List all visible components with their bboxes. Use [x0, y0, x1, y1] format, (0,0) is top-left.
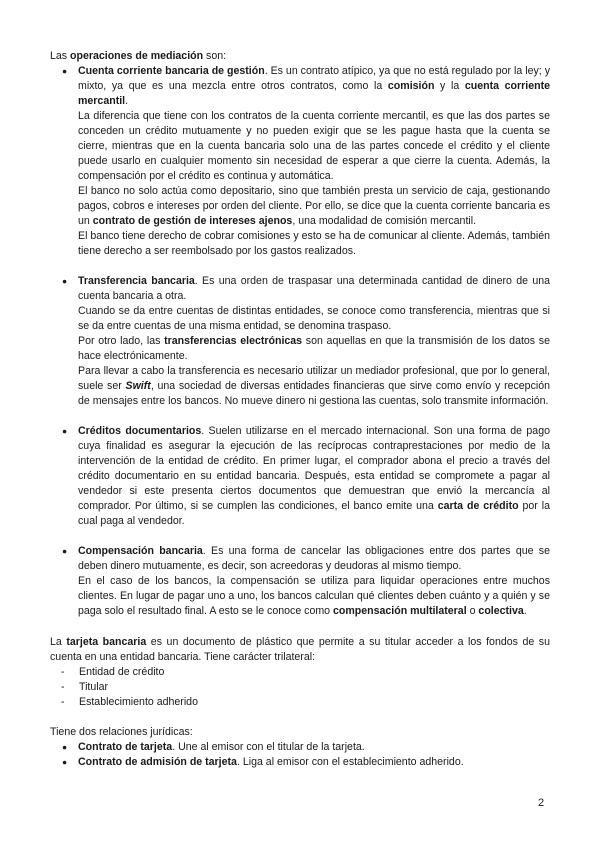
- tarjeta-definition: La tarjeta bancaria es un documento de plástico que permite a su titular acceder a los fondos de su cuenta en una entidad bancaria. Tiene carácter trilateral:: [50, 636, 550, 663]
- paragraph: La diferencia que tiene con los contratos de la cuenta corriente mercantil, es que las dos partes se conceden un crédito mutuamente y no pueden exigir que se les pague hasta que la cuenta se cierre, mientras que en la cuenta bancaria solo una de las partes concede el crédito y el cliente puede usarlo en cualquier momento sin necesidad de esperar a que cierre la cuenta. Además, la compensación por el crédito es continua y automática.: [78, 110, 550, 182]
- paragraph: Por otro lado, las transferencias electrónicas son aquellas en que la transmisión de los datos se hace electrónicamente.: [78, 335, 550, 362]
- tarjeta-parties-list: [50, 665, 550, 710]
- relaciones-intro: Tiene dos relaciones jurídicas:: [50, 726, 193, 738]
- list-item: ● Contrato de tarjeta. Une al emisor con el titular de la tarjeta.: [78, 740, 550, 755]
- list-item-creditos-documentarios: ● Créditos documentarios. Suelen utilizarse en el mercado internacional. Son una forma de pago cuya finalidad es asegurar la ejecución de las recíprocas contraprestaciones por medio de la intervención de la entidad de crédito. En primer lugar, el comprador abona el precio a través del crédito documentario en su entidad bancaria. Después, esta entidad se compromete a pagar al vendedor si este presenta ciertos documentos que demuestran que envió la mercancía al comprador. Por último, si se cumplen las condiciones, el banco emite una carta de crédito por la cual paga al vendedor.: [78, 424, 550, 529]
- paragraph: Cuando se da entre cuentas de distintas entidades, se conoce como transferencia, mientras que si se da entre cuentas de una misma entidad, se denomina traspaso.: [78, 305, 550, 332]
- document-body: [50, 49, 550, 770]
- item-title: Transferencia bancaria: [78, 275, 195, 287]
- list-item: - Titular: [79, 680, 550, 695]
- list-item: - Entidad de crédito: [79, 665, 550, 680]
- paragraph: En el caso de los bancos, la compensación se utiliza para liquidar operaciones entre muchos clientes. En lugar de pagar uno a uno, los bancos calculan qué clientes deben cuánto y a quién y se paga solo el resultado final. A esto se le conoce como compensación multilateral o colectiva.: [78, 575, 550, 617]
- paragraph: Para llevar a cabo la transferencia es necesario utilizar un mediador profesional, que por lo general, suele ser Swift, una sociedad de diversas entidades financieras que sirve como envío y recepción de mensajes entre los bancos. No mueve dinero ni gestiona las cuentas, solo transmite información.: [78, 365, 551, 407]
- list-item-compensacion: ● Compensación bancaria. Es una forma de cancelar las obligaciones entre dos partes que se deben dinero mutuamente, es decir, son acreedoras y deudoras al mismo tiempo. En el caso de los bancos, la compensación se utiliza para liquidar operaciones entre muchos clientes. En lugar de pagar uno a uno, los bancos calculan qué clientes deben cuánto y a quién y se paga solo el resultado final. A esto se le conoce como compensación multilateral o colectiva.: [78, 544, 550, 619]
- paragraph: El banco no solo actúa como depositario, sino que también presta un servicio de caja, gestionando pagos, cobros e intereses por orden del cliente. Por ello, se dice que la cuenta corriente bancaria es un contrato de gestión de intereses ajenos, una modalidad de comisión mercantil.: [78, 185, 550, 227]
- mediation-intro: Las operaciones de mediación son:: [50, 50, 227, 62]
- list-item: ● Contrato de admisión de tarjeta. Liga al emisor con el establecimiento adherido.: [78, 755, 550, 770]
- item-title: Cuenta corriente bancaria de gestión: [78, 65, 265, 77]
- relaciones-list: [50, 740, 550, 770]
- list-item: - Establecimiento adherido: [79, 695, 550, 710]
- paragraph: El banco tiene derecho de cobrar comisiones y esto se ha de comunicar al cliente. Además, también tiene derecho a ser reembolsado por los gastos realizados.: [78, 230, 550, 257]
- page-number: 2: [538, 797, 545, 809]
- list-item-cuenta-corriente: ● Cuenta corriente bancaria de gestión. Es un contrato atípico, ya que no está regulado por la ley; y mixto, ya que es una mezcla entre otros contratos, como la comisión y la cuenta corriente mercantil. La diferencia que tiene con los contratos de la cuenta corriente mercantil, es que las dos partes se conceden un crédito mutuamente y no pueden exigir que se les pague hasta que la cuenta se cierre, mientras que en la cuenta bancaria solo una de las partes concede el crédito y el cliente puede usarlo en cualquier momento sin necesidad de esperar a que cierre la cuenta. Además, la compensación por el crédito es continua y automática. El banco no solo actúa como depositario, sino que también presta un servicio de caja, gestionando pagos, cobros e intereses por orden del cliente. Por ello, se dice que la cuenta corriente bancaria es un contrato de gestión de intereses ajenos, una modalidad de comisión mercantil. El banco tiene derecho de cobrar comisiones y esto se ha de comunicar al cliente. Además, también tiene derecho a ser reembolsado por los gastos realizados.: [78, 64, 550, 259]
- mediation-operations-list: [50, 64, 550, 619]
- list-item-transferencia: ● Transferencia bancaria. Es una orden de traspasar una determinada cantidad de dinero de una cuenta bancaria a otra. Cuando se da entre cuentas de distintas entidades, se conoce como transferencia, mientras que si se da entre cuentas de una misma entidad, se denomina traspaso. Por otro lado, las transferencias electrónicas son aquellas en que la transmisión de los datos se hace electrónicamente. Para llevar a cabo la transferencia es necesario utilizar un mediador profesional, que por lo general, suele ser Swift, una sociedad de diversas entidades financieras que sirve como envío y recepción de mensajes entre los bancos. No mueve dinero ni gestiona las cuentas, solo transmite información.: [78, 274, 550, 409]
- item-title: Créditos documentarios: [78, 425, 202, 437]
- item-title: Compensación bancaria: [78, 545, 203, 557]
